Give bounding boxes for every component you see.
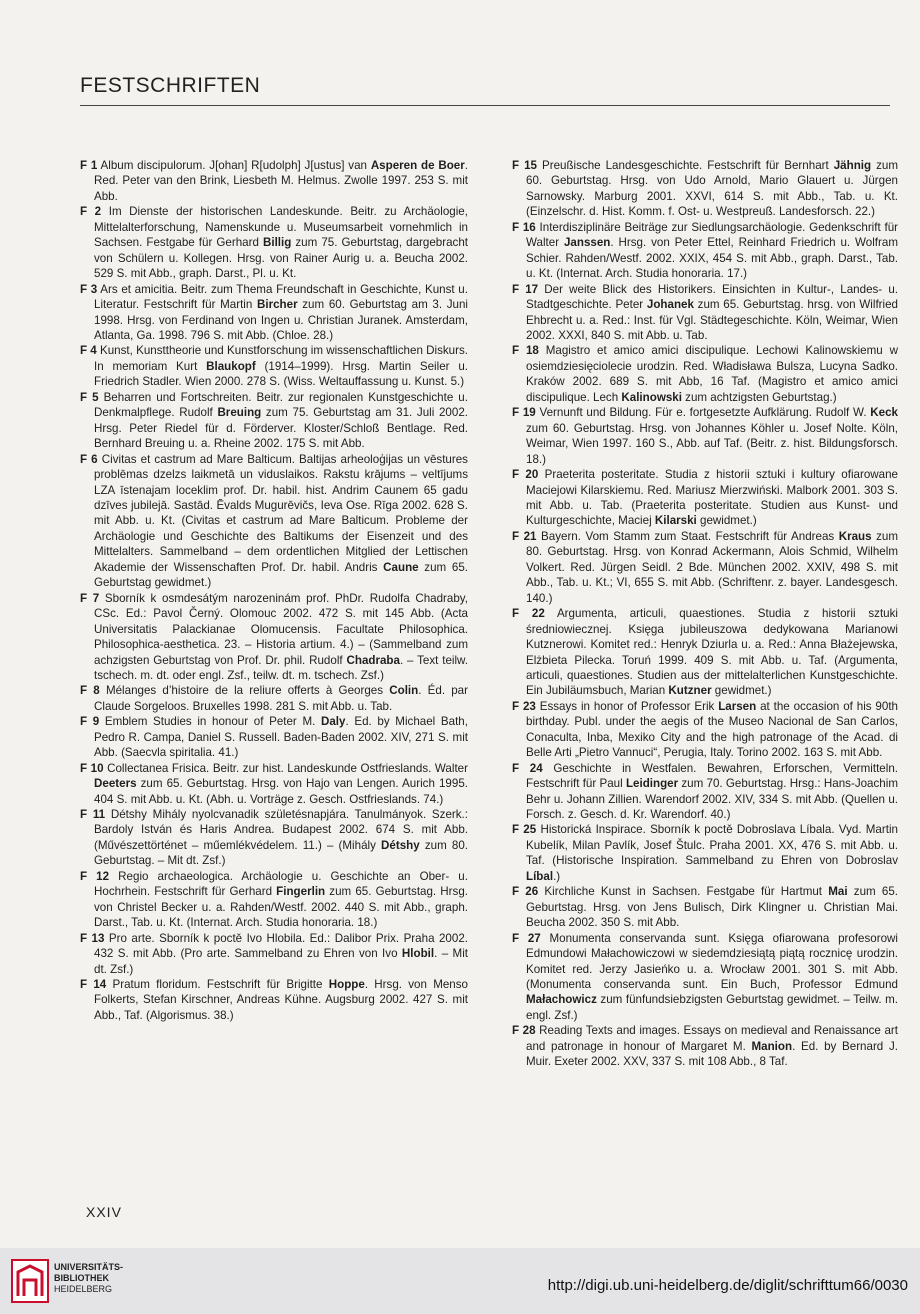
honoree-name: Fingerlin [276, 885, 326, 899]
entry-number: F 11 [80, 808, 106, 822]
honoree-name: Hlobil [401, 947, 435, 961]
entry-number: F 12 [80, 869, 110, 883]
honoree-name: Kalinowski [621, 390, 682, 404]
entry-number: F 16 [512, 220, 536, 234]
entry-text-tail: . Ed. by Bernard J. Muir. Exeter 2002. XXV, 337 S. mit 108 Abb., 8 Taf. [526, 1039, 898, 1069]
entry-text: Reading Texts and images. Essays on medieval and Renaissance art and patronage in honour of Margaret M. [526, 1024, 898, 1053]
entry-text: Kunst, Kunsttheorie und Kunstforschung im wissenschaftlichen Diskurs. In memoriam Kurt [94, 344, 468, 373]
entry-text-tail: . Éd. par Claude Sorgeloos. Bruxelles 1998. 281 S. mit Abb. u. Tab. [94, 684, 468, 713]
entry-text: Pratum floridum. Festschrift für Brigitte [112, 978, 329, 992]
honoree-name: Keck [870, 406, 898, 420]
header-rule [80, 105, 890, 106]
honoree-name: Caune [383, 560, 419, 574]
bibliography-entry [80, 452, 468, 591]
bibliography-entry [512, 931, 898, 1024]
entry-text-tail: . Hrsg. von Menso Folkerts, Stefan Kirschner, Andreas Kühne. Augsburg 2002. 427 S. mit Abb., Taf. (Algorismus. 38.) [94, 978, 469, 1022]
entry-text-tail: . – Text teilw. tschech. m. dt. oder engl. Zsf., teilw. dt. m. tschech. Zsf.) [94, 653, 468, 682]
entry-text-tail: zum 80. Geburtstag. – Mit dt. Zsf.) [94, 838, 468, 868]
honoree-name: Détshy [381, 838, 420, 852]
honoree-name: Billig [262, 236, 292, 250]
entry-text: Ars et amicitia. Beitr. zum Thema Freundschaft in Geschichte, Kunst u. Literatur. Festschrift für Martin [94, 282, 468, 312]
page-header: FESTSCHRIFTEN [80, 74, 261, 97]
honoree-name: Mai [828, 885, 848, 899]
entry-text-tail: (1914–1999). Hrsg. Martin Seiler u. Friedrich Stadler. Wien 2000. 278 S. (Wiss. Weltauffassung u. Kunst. 5.) [94, 359, 468, 389]
entry-number: F 10 [80, 761, 104, 775]
entry-text: Mélanges d’histoire de la reliure offerts à Georges [105, 684, 390, 698]
entry-text: Praeterita posteritate. Studia z historii sztuki i kultury ofiarowane Maciejowi Kilarskiemu. Red. Mariusz Mierzwiński. Malbork 2001. 303 S. mit Abb. u. Tab. (Praeterita posteritate. Studien aus Kunst- und Kulturgeschichte, Maciej [526, 468, 899, 528]
honoree-name: Daly [320, 715, 346, 729]
entry-number: F 9 [80, 715, 100, 729]
entry-text-tail: zum 65. Geburtstag. Hrsg. von Christel Becker u. a. Rahden/Westf. 2002. 440 S. mit Abb., graph. Darst., Tab. u. Kt. (Internat. Arch. Studia honoraria. 18.) [94, 885, 468, 930]
entry-number: F 27 [512, 931, 541, 945]
honoree-name: Kraus [838, 529, 872, 543]
honoree-name: Blaukopf [206, 359, 256, 373]
bibliography-entry [80, 390, 468, 452]
source-url[interactable]: http://digi.ub.uni-heidelberg.de/diglit/schrifttum66/0030 [547, 1277, 908, 1294]
bibliography-entry [512, 761, 898, 823]
bibliography-entry [80, 204, 468, 281]
entry-text-tail: zum 75. Geburtstag, dargebracht von Schülern u. Kollegen. Hrsg. von Rainer Aurig u. a. Beucha 2002. 529 S. mit Abb., graph. Darst., Pl. u. Kt. [94, 236, 469, 281]
entry-text-tail: . Hrsg. von Peter Ettel, Reinhard Friedrich u. Wolfram Schier. Rahden/Westf. 2002. XXIX, 454 S. mit Abb., graph. Darst., Tab. u. Kt. (Internat. Arch. Studia honoraria. 17.) [526, 236, 898, 281]
entry-number: F 15 [512, 159, 537, 172]
honoree-name: Małachowicz [526, 993, 597, 1007]
entry-text-tail: zum 60. Geburtstag. Hrsg. von Johannes Köhler u. Josef Nolte. Köln, Weimar, Wien 1997. 160 S., Abb. auf Taf. (Beitr. z. hist. Bildungsforsch. 18.) [526, 421, 898, 466]
entry-text: Monumenta conservanda sunt. Księga ofiarowana profesorowi Edmundowi Małachowiczowi w siedemdziesiątą piątą rocznicę urodzin. Komitet red. Jerzy Jasieńko u. a. Wrocław 2001. 301 S. mit Abb. (Monumenta conservanda sunt. Ein Buch, Professor Edmund [526, 931, 898, 992]
entry-text-tail: . – Mit dt. Zsf.) [94, 947, 468, 976]
entry-number: F 1 [80, 159, 98, 172]
bibliography-entry [80, 807, 468, 869]
bibliography-entry [80, 591, 468, 684]
honoree-name: Chadraba [346, 653, 400, 667]
honoree-name: Hoppe [328, 978, 365, 992]
entry-text-tail: gewidmet.) [711, 684, 772, 698]
entry-text: Magistro et amico amici discipulique. Lechowi Kalinowskiemu w osiemdziesięciolecie urodzin. Red. Władisława Bulsza, Lucyna Sadko. Kraków 2002. 689 S. mit Abb, 16 Taf. (Magistro et amico amici discipulique. Lech [526, 344, 898, 404]
bibliography-entry [512, 282, 898, 344]
entry-text: Album discipulorum. J[ohan] R[udolph] J[ustus] van [100, 159, 371, 172]
entry-text: Argumenta, articuli, quaestiones. Studia z historii sztuki średniowiecznej. Księga jubileuszowa dedykowana Marianowi Kutznerowi. Komitet red.: Henryk Dziurla u. a. Red.: Anna Błażejewska, Elżbieta Pilecka. Toruń 1999. 409 S. mit Abb. u. Taf. (Argumenta, articuli, quaestiones. Studien aus der mittelalterlichen Kunstgeschichte. Ein Jubiläumsbuch, Marian [526, 607, 898, 698]
entry-number: F 2 [80, 205, 102, 219]
entry-text: Civitas et castrum ad Mare Balticum. Baltijas arheoloģijas un vēstures problēmas dzelzs laikmetā un viduslaikos. Rakstu krājums – veltījums LZA īstenajam loceklim prof. Dr. habil. hist. Andrim Caunem 65 gadu dzīves jubilejā. Sastād. Ēvalds Mugurēvičs, Ieva Ose. Rīga 2002. 628 S. mit Abb. u. Kt. (Civitas et castrum ad Mare Balticum. Probleme der Archäologie und Geschichte des Baltikums der Eisenzeit und des Mittelalters. Sammelband – dem ordentlichen Mitglied der Lettischen Akademie der Wissenschaften Prof. Dr. habil. Andris [94, 452, 468, 574]
entry-text-tail: . Red. Peter van den Brink, Liesbeth M. Helmus. Zwolle 1997. 253 S. mit Abb. [94, 159, 468, 203]
entry-text-tail: zum 65. Geburtstag gewidmet.) [94, 560, 468, 590]
entry-text-tail: gewidmet.) [696, 514, 757, 528]
bibliography-entry [512, 529, 898, 606]
bibliography-entry [512, 405, 898, 467]
bibliography-entry [80, 714, 468, 760]
bibliography-entry [512, 822, 898, 884]
entry-text-tail: zum 65. Geburtstag. Hrsg. von Hajo van Lengen. Aurich 1995. 404 S. mit Abb. u. Kt. (Abh. u. Vorträge z. Gesch. Ostfrieslands. 74.) [94, 777, 468, 806]
entry-number: F 18 [512, 344, 539, 358]
honoree-name: Colin [389, 684, 419, 698]
left-column [80, 158, 468, 1023]
entry-number: F 28 [512, 1024, 536, 1038]
library-name [54, 1262, 123, 1295]
honoree-name: Asperen de Boer [370, 159, 465, 172]
entry-number: F 24 [512, 761, 543, 775]
entry-text-tail: zum fünfundsiebzigsten Geburtstag gewidmet. – Teilw. m. engl. Zsf.) [526, 993, 898, 1022]
entry-text: Geschichte in Westfalen. Bewahren, Erforschen, Vermitteln. Festschrift für Paul [526, 761, 898, 791]
entry-number: F 25 [512, 823, 537, 837]
logo-line-3: HEIDELBERG [54, 1284, 113, 1294]
entry-text-tail: .) [553, 869, 561, 883]
entry-text: Pro arte. Sborník k poctě Ivo Hlobila. Ed.: Dalibor Prix. Praha 2002. 432 S. mit Abb. (Pro arte. Sammelband zu Ehren von Ivo [94, 931, 468, 961]
honoree-name: Deeters [94, 777, 137, 791]
entry-number: F 6 [80, 452, 98, 466]
entry-number: F 23 [512, 699, 536, 713]
entry-number: F 8 [80, 684, 100, 698]
honoree-name: Janssen [563, 236, 611, 250]
right-column [512, 158, 898, 1070]
bibliography-entry [512, 699, 898, 761]
entry-text: Regio archaeologica. Archäologie u. Geschichte an Ober- u. Hochrhein. Festschrift für Gerhard [94, 869, 468, 899]
bibliography-entry [512, 343, 898, 405]
logo-line-1: UNIVERSITÄTS- [54, 1262, 124, 1272]
entry-text: Collectanea Frisica. Beitr. zur hist. Landeskunde Ostfrieslands. Walter [107, 761, 468, 775]
honoree-name: Leidinger [625, 777, 679, 791]
entry-text: Beharren und Fortschreiten. Beitr. zur regionalen Kunstgeschichte u. Denkmalpflege. Rudolf [94, 390, 468, 420]
entry-text: Interdisziplinäre Beiträge zur Siedlungsarchäologie. Gedenkschrift für Walter [526, 220, 898, 250]
entry-text-tail: zum 70. Geburtstag. Hrsg.: Hans-Joachim Behr u. Johann Zillien. Warendorf 2002. XIV, 334 S. mit Abb. (Quellen u. Forsch. z. Gesch. d. Kr. Warendorf. 40.) [526, 777, 898, 822]
bibliography-entry [80, 761, 468, 807]
bibliography-entry [80, 869, 468, 931]
entry-text-tail: zum achtzigsten Geburtstag.) [681, 390, 837, 404]
entry-text-tail: zum 65. Geburtstag. hrsg. von Wilfried Ehbrecht u. a. Red.: Inst. für Vgl. Städtegeschichte. Köln, Weimar, Wien 2002. XXXI, 840 S. mit Abb. u. Tab. [526, 298, 899, 342]
logo-line-2: BIBLIOTHEK [54, 1273, 109, 1283]
entry-text: Sborník k osmdesátým narozeninám prof. PhDr. Rudolfa Chadraby, CSc. Ed.: Pavol Černý. Olomouc 2002. 472 S. mit 145 Abb. (Acta Universitatis Palackianae Olomucensis. Facultate Philosophica. Philosophica-aesthetica. 23. – Historia artium. 4.) – (Sammelband zum achzigsten Geburtstag von Prof. Dr. phil. Rudolf [94, 591, 468, 667]
entry-text: Der weite Blick des Historikers. Einsichten in Kultur-, Landes- u. Stadtgeschichte. Peter [526, 282, 898, 312]
entry-text-tail: . Ed. by Michael Bath, Pedro R. Campa, Daniel S. Russell. Baden-Baden 2002. XIV, 271 S. mit Abb. (Saecvla spiritalia. 41.) [94, 715, 468, 760]
entry-text-tail: zum 60. Geburtstag am 3. Juni 1998. Hrsg. von Ferdinand von Ingen u. Christian Juranek. Amsterdam, Atlanta, Ga. 1998. 796 S. mit Abb. (Chloe. 28.) [94, 298, 468, 342]
bibliography-entry [512, 606, 898, 699]
honoree-name: Bircher [256, 298, 298, 312]
university-logo-icon[interactable] [10, 1258, 50, 1304]
honoree-name: Breuing [217, 406, 262, 420]
entry-number: F 19 [512, 406, 536, 420]
honoree-name: Larsen [718, 699, 757, 713]
entry-number: F 26 [512, 885, 539, 899]
bibliography-entry [512, 158, 898, 220]
entry-number: F 17 [512, 282, 539, 296]
entry-text: Preußische Landesgeschichte. Festschrift für Bernhart [541, 159, 834, 172]
honoree-name: Líbal [526, 869, 554, 883]
honoree-name: Kutzner [668, 684, 712, 698]
entry-text: Emblem Studies in honour of Peter M. [104, 715, 321, 729]
entry-number: F 3 [80, 282, 98, 296]
bibliography-entry [512, 467, 898, 529]
entry-number: F 13 [80, 931, 105, 945]
page-number: XXIV [86, 1204, 122, 1220]
bibliography-entry [512, 220, 898, 282]
bibliography-entry [512, 1023, 898, 1069]
entry-number: F 4 [80, 344, 97, 358]
entry-text: Im Dienste der historischen Landeskunde. Beitr. zu Archäologie, Mittelalterforschung, Namenskunde u. Museumsarbeit vornehmlich in Sachsen. Festgabe für Gerhard [94, 205, 468, 250]
entry-text-tail: zum 65. Geburtstag. Hrsg. von Jens Bulisch, Dirk Klingner u. Christian Mai. Beucha 2002. 350 S. mit Abb. [526, 885, 898, 930]
entry-text: Bayern. Vom Stamm zum Staat. Festschrift für Andreas [541, 529, 839, 543]
entry-number: F 21 [512, 529, 537, 543]
entry-text-tail: at the occasion of his 90th birthday. Publ. under the aegis of the Museo Nacional de San Carlos, Conaculta, Inba, Mexiko City and the high patronage of the Acad. di Belle Arti „Pietro Vannuci“, Perugia, Italy. Torino 2002. 163 S. mit Abb. [526, 699, 898, 760]
honoree-name: Kilarski [654, 514, 697, 528]
entry-text: Historická Inspirace. Sborník k poctě Dobroslava Líbala. Vyd. Martin Kubelík, Milan Pavlík, Josef Štulc. Praha 2001. XX, 476 S. mit Abb. u. Taf. (Historische Inspiration. Sammelband zu Ehren von Dobroslav [526, 823, 898, 868]
entry-number: F 14 [80, 978, 107, 992]
entry-text: Essays in honor of Professor Erik [539, 699, 719, 713]
entry-number: F 5 [80, 390, 99, 404]
entry-text: Vernunft und Bildung. Für e. fortgesetzte Aufklärung. Rudolf W. [539, 406, 871, 420]
entry-text: Kirchliche Kunst in Sachsen. Festgabe für Hartmut [544, 885, 829, 899]
bibliography-entry [80, 931, 468, 977]
honoree-name: Johanek [646, 298, 694, 312]
honoree-name: Manion [751, 1039, 793, 1053]
bibliography-entry [80, 683, 468, 714]
entry-text-tail: zum 80. Geburtstag. Hrsg. von Konrad Ackermann, Alois Schmid, Wilhelm Volkert. Red. Jürgen Seidl. 2 Bde. München 2002. XXIV, 498 S. mit Abb., Tab. u. Kt.; VI, 655 S. mit Abb. (Schriftenr. z. bayer. Landesgesch. 140.) [526, 529, 899, 605]
entry-number: F 7 [80, 591, 100, 605]
bibliography-entry [80, 158, 468, 204]
entry-text-tail: zum 75. Geburtstag am 31. Juli 2002. Hrsg. Peter Riedel für d. Förderver. Kloster/Schloß Bentlage. Red. Bernhard Breuing u. a. Rheine 2002. 175 S. mit Abb. [94, 406, 469, 451]
entry-number: F 20 [512, 468, 539, 482]
bibliography-entry [80, 343, 468, 389]
bibliography-entry [512, 884, 898, 930]
entry-text-tail: zum 60. Geburtstag. Hrsg. von Udo Arnold, Mario Glauert u. Jürgen Sarnowsky. Marburg 2001. XXVI, 614 S. mit Abb., Tab. u. Kt. (Einzelschr. d. Hist. Komm. f. Ost- u. Westpreuß. Landesforsch. 22.) [526, 159, 898, 219]
honoree-name: Jähnig [833, 159, 872, 172]
entry-text: Détshy Mihály nyolcvanadik születésnapjára. Tanulmányok. Szerk.: Bardoly István és Haris Andrea. Budapest 2002. 674 S. mit Abb. (Művészettörténet – műemlékvédelem. 11.) – (Mihály [94, 808, 469, 852]
bibliography-entry [80, 977, 468, 1023]
entry-number: F 22 [512, 607, 545, 621]
bibliography-entry [80, 282, 468, 344]
